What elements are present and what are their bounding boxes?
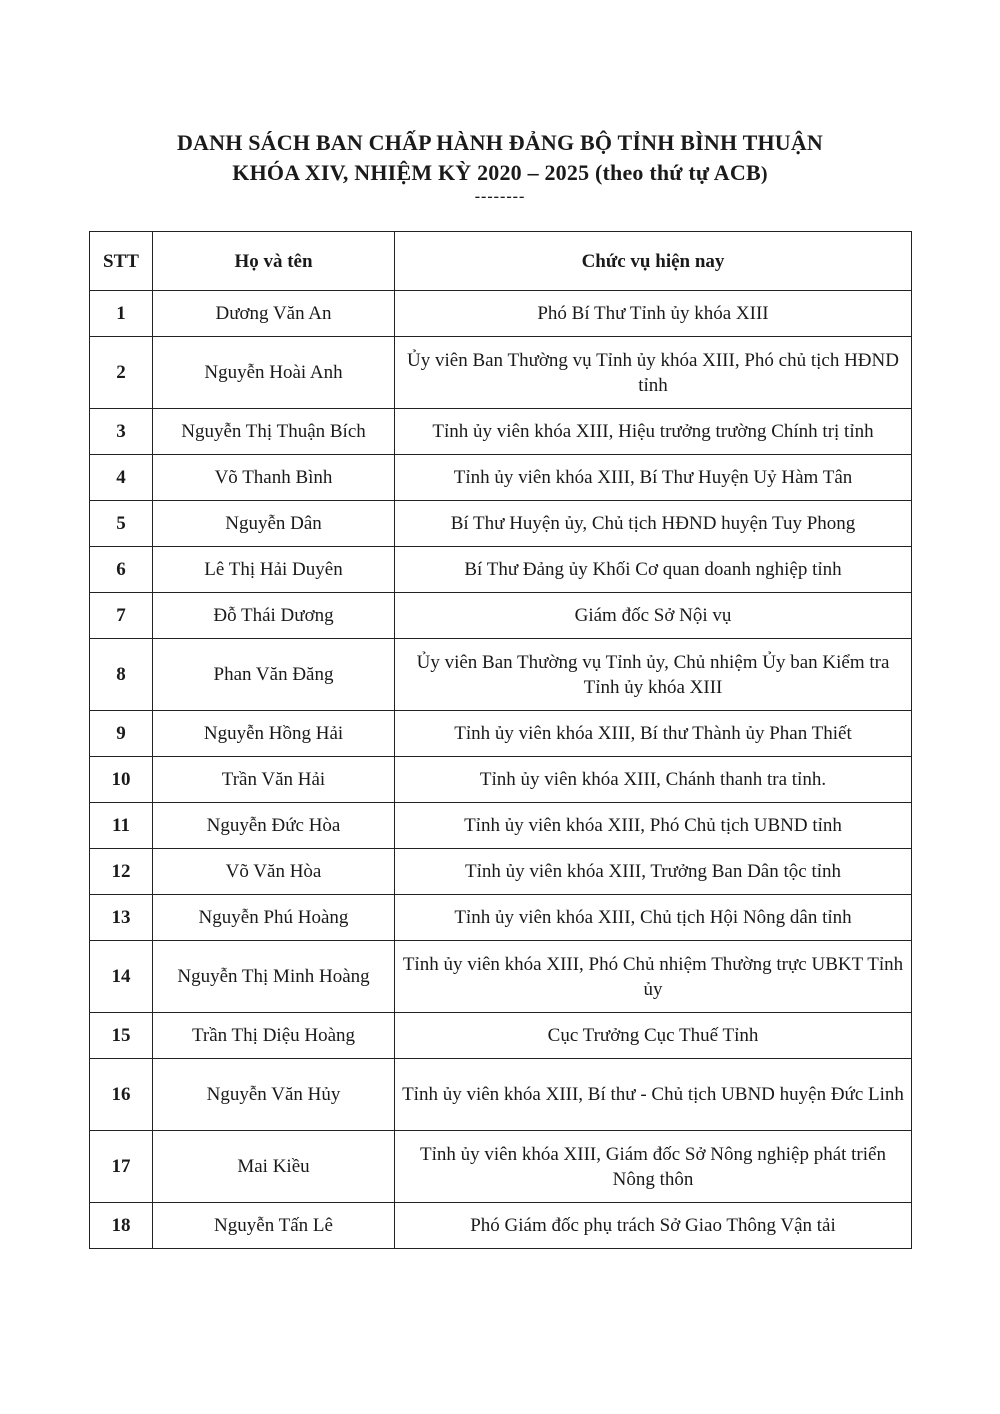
cell-stt: 14 bbox=[90, 941, 153, 1013]
cell-position: Tỉnh ủy viên khóa XIII, Chánh thanh tra tỉnh. bbox=[395, 757, 912, 803]
cell-stt: 15 bbox=[90, 1013, 153, 1059]
header-stt: STT bbox=[90, 232, 153, 291]
cell-position: Bí Thư Huyện ủy, Chủ tịch HĐND huyện Tuy Phong bbox=[395, 501, 912, 547]
table-row bbox=[90, 849, 912, 895]
table-row bbox=[90, 409, 912, 455]
cell-stt: 6 bbox=[90, 547, 153, 593]
cell-stt: 13 bbox=[90, 895, 153, 941]
table-header-row bbox=[90, 232, 912, 291]
cell-stt: 5 bbox=[90, 501, 153, 547]
cell-name: Lê Thị Hải Duyên bbox=[153, 547, 395, 593]
table-row bbox=[90, 1059, 912, 1131]
cell-stt: 4 bbox=[90, 455, 153, 501]
cell-stt: 1 bbox=[90, 291, 153, 337]
cell-stt: 3 bbox=[90, 409, 153, 455]
cell-position: Tỉnh ủy viên khóa XIII, Bí thư Thành ủy Phan Thiết bbox=[395, 711, 912, 757]
cell-name: Nguyễn Hồng Hải bbox=[153, 711, 395, 757]
cell-name: Nguyễn Hoài Anh bbox=[153, 337, 395, 409]
cell-name: Nguyễn Văn Hủy bbox=[153, 1059, 395, 1131]
document-title-line-2 bbox=[0, 158, 1000, 189]
cell-position: Phó Giám đốc phụ trách Sở Giao Thông Vận tải bbox=[395, 1203, 912, 1249]
cell-position: Phó Bí Thư Tỉnh ủy khóa XIII bbox=[395, 291, 912, 337]
cell-position: Ủy viên Ban Thường vụ Tỉnh ủy, Chủ nhiệm Ủy ban Kiểm tra Tỉnh ủy khóa XIII bbox=[395, 639, 912, 711]
cell-name: Dương Văn An bbox=[153, 291, 395, 337]
document-title-line-1: DANH SÁCH BAN CHẤP HÀNH ĐẢNG BỘ TỈNH BÌNH THUẬN bbox=[176, 130, 824, 155]
cell-stt: 10 bbox=[90, 757, 153, 803]
cell-name: Đỗ Thái Dương bbox=[153, 593, 395, 639]
table-row bbox=[90, 455, 912, 501]
document-header bbox=[0, 128, 1000, 205]
cell-position: Giám đốc Sở Nội vụ bbox=[395, 593, 912, 639]
cell-position: Tỉnh ủy viên khóa XIII, Giám đốc Sở Nông nghiệp phát triển Nông thôn bbox=[395, 1131, 912, 1203]
cell-position: Cục Trưởng Cục Thuế Tỉnh bbox=[395, 1013, 912, 1059]
cell-name: Nguyễn Tấn Lê bbox=[153, 1203, 395, 1249]
cell-position: Tỉnh ủy viên khóa XIII, Hiệu trưởng trường Chính trị tỉnh bbox=[395, 409, 912, 455]
table-row bbox=[90, 1013, 912, 1059]
cell-position: Tỉnh ủy viên khóa XIII, Chủ tịch Hội Nông dân tỉnh bbox=[395, 895, 912, 941]
table-row bbox=[90, 895, 912, 941]
cell-name: Mai Kiều bbox=[153, 1131, 395, 1203]
cell-name: Nguyễn Đức Hòa bbox=[153, 803, 395, 849]
cell-position: Tỉnh ủy viên khóa XIII, Phó Chủ tịch UBND tỉnh bbox=[395, 803, 912, 849]
cell-name: Võ Văn Hòa bbox=[153, 849, 395, 895]
cell-position: Tỉnh ủy viên khóa XIII, Phó Chủ nhiệm Thường trực UBKT Tỉnh ủy bbox=[395, 941, 912, 1013]
cell-position: Ủy viên Ban Thường vụ Tỉnh ủy khóa XIII, Phó chủ tịch HĐND tỉnh bbox=[395, 337, 912, 409]
cell-stt: 12 bbox=[90, 849, 153, 895]
cell-position: Tỉnh ủy viên khóa XIII, Bí Thư Huyện Uỷ Hàm Tân bbox=[395, 455, 912, 501]
document-title-line-2-close: ) bbox=[760, 163, 768, 185]
cell-position: Tỉnh ủy viên khóa XIII, Bí thư - Chủ tịch UBND huyện Đức Linh bbox=[395, 1059, 912, 1131]
cell-name: Phan Văn Đăng bbox=[153, 639, 395, 711]
table-row bbox=[90, 337, 912, 409]
cell-stt: 8 bbox=[90, 639, 153, 711]
cell-stt: 2 bbox=[90, 337, 153, 409]
cell-stt: 7 bbox=[90, 593, 153, 639]
table-row bbox=[90, 1203, 912, 1249]
table-row bbox=[90, 547, 912, 593]
cell-name: Nguyễn Thị Thuận Bích bbox=[153, 409, 395, 455]
cell-name: Trần Văn Hải bbox=[153, 757, 395, 803]
header-name: Họ và tên bbox=[153, 232, 395, 291]
cell-stt: 18 bbox=[90, 1203, 153, 1249]
table-row bbox=[90, 941, 912, 1013]
table-row bbox=[90, 1131, 912, 1203]
cell-name: Nguyễn Thị Minh Hoàng bbox=[153, 941, 395, 1013]
cell-name: Trần Thị Diệu Hoàng bbox=[153, 1013, 395, 1059]
cell-stt: 16 bbox=[90, 1059, 153, 1131]
cell-name: Nguyễn Phú Hoàng bbox=[153, 895, 395, 941]
cell-name: Võ Thanh Bình bbox=[153, 455, 395, 501]
document-title-line-2-main: KHÓA XIV, NHIỆM KỲ 2020 – 2025 (theo thứ tự ACB bbox=[232, 160, 761, 185]
header-position: Chức vụ hiện nay bbox=[395, 232, 912, 291]
member-table bbox=[89, 231, 912, 1249]
table-row bbox=[90, 593, 912, 639]
table-row bbox=[90, 501, 912, 547]
cell-stt: 9 bbox=[90, 711, 153, 757]
cell-name: Nguyễn Dân bbox=[153, 501, 395, 547]
table-row bbox=[90, 291, 912, 337]
cell-stt: 17 bbox=[90, 1131, 153, 1203]
table-row bbox=[90, 639, 912, 711]
title-separator: -------- bbox=[474, 188, 526, 205]
cell-position: Bí Thư Đảng ủy Khối Cơ quan doanh nghiệp tỉnh bbox=[395, 547, 912, 593]
table-row bbox=[90, 803, 912, 849]
table-row bbox=[90, 757, 912, 803]
cell-stt: 11 bbox=[90, 803, 153, 849]
table-row bbox=[90, 711, 912, 757]
cell-position: Tỉnh ủy viên khóa XIII, Trưởng Ban Dân tộc tỉnh bbox=[395, 849, 912, 895]
